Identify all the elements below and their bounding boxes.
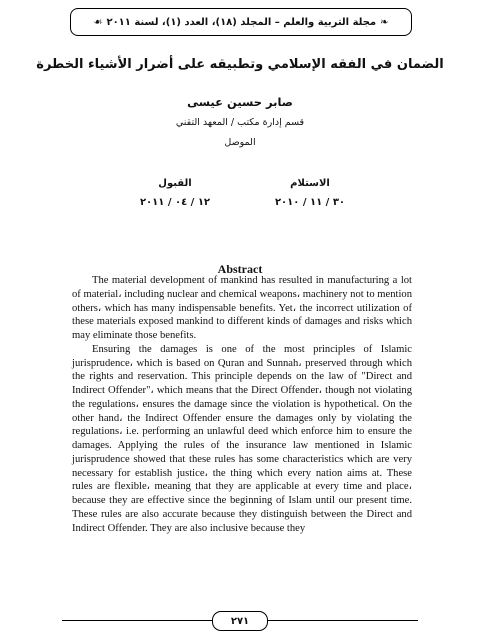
received-label: الاستلام bbox=[290, 178, 330, 189]
ornament-right-icon: ❧ bbox=[380, 16, 389, 28]
journal-citation: مجلة التربية والعلم – المجلد (١٨)، العدد (١)، لسنة ٢٠١١ bbox=[106, 16, 377, 28]
abstract-heading: Abstract bbox=[217, 262, 263, 276]
accepted-date-block bbox=[115, 178, 235, 208]
abstract-paragraph-1: The material development of mankind has resulted in manufacturing a lot of material، including nuclear and chemical weapons، machinery not to mention others، which has many indispensable benefits. Yet، the incorrect utilization of these materials exposed mankind to different kinds of damages and risks which may eliminate those benefits. bbox=[72, 275, 412, 342]
received-value: ٣٠ / ١١ / ٢٠١٠ bbox=[274, 197, 346, 208]
paper-title: الضمان في الفقه الإسلامي وتطبيقه على أضرار الأشياء الخطرة bbox=[36, 57, 444, 72]
author-city: الموصل bbox=[224, 137, 256, 148]
ornament-left-icon: ☙ bbox=[93, 16, 103, 28]
received-date-block bbox=[250, 178, 370, 208]
journal-header bbox=[70, 8, 412, 36]
author-name: صابر حسين عيسى bbox=[187, 95, 293, 109]
author-affiliation: قسم إدارة مكتب / المعهد التقني bbox=[175, 117, 305, 128]
accepted-label: القبول bbox=[158, 178, 192, 189]
abstract-paragraph-2: Ensuring the damages is one of the most principles of Islamic jurisprudence، which is based on Quran and Sunnah، preserved through which the rights and reservation. This principle depends on the law of "Direct and Indirect Offender"، which means that the Direct Offender، though not violating the regulations، ensures the damage since the violation is hypothetical. On the other hand، the Indirect Offender ensure the damages only by violating the regulations، i.e. performing an unlawful deed which enforce him to ensure the damages. Applying the rules of the insurance law mentioned in Islamic jurisprudence showed that these rules has some characteristics which are very necessary for establish justice، the thing which every nation aims at. These rules are flexible، meaning that they are applicable at every time and place، because they are effective since the beginning of Islam until our present time. These rules are also accurate because they distinguish between the Direct and Indirect Offender. They are also inclusive because they bbox=[72, 343, 412, 534]
page-number: ٢٧١ bbox=[212, 611, 268, 631]
abstract-body bbox=[72, 274, 412, 536]
accepted-value: ١٢ / ٠٤ / ٢٠١١ bbox=[139, 197, 211, 208]
